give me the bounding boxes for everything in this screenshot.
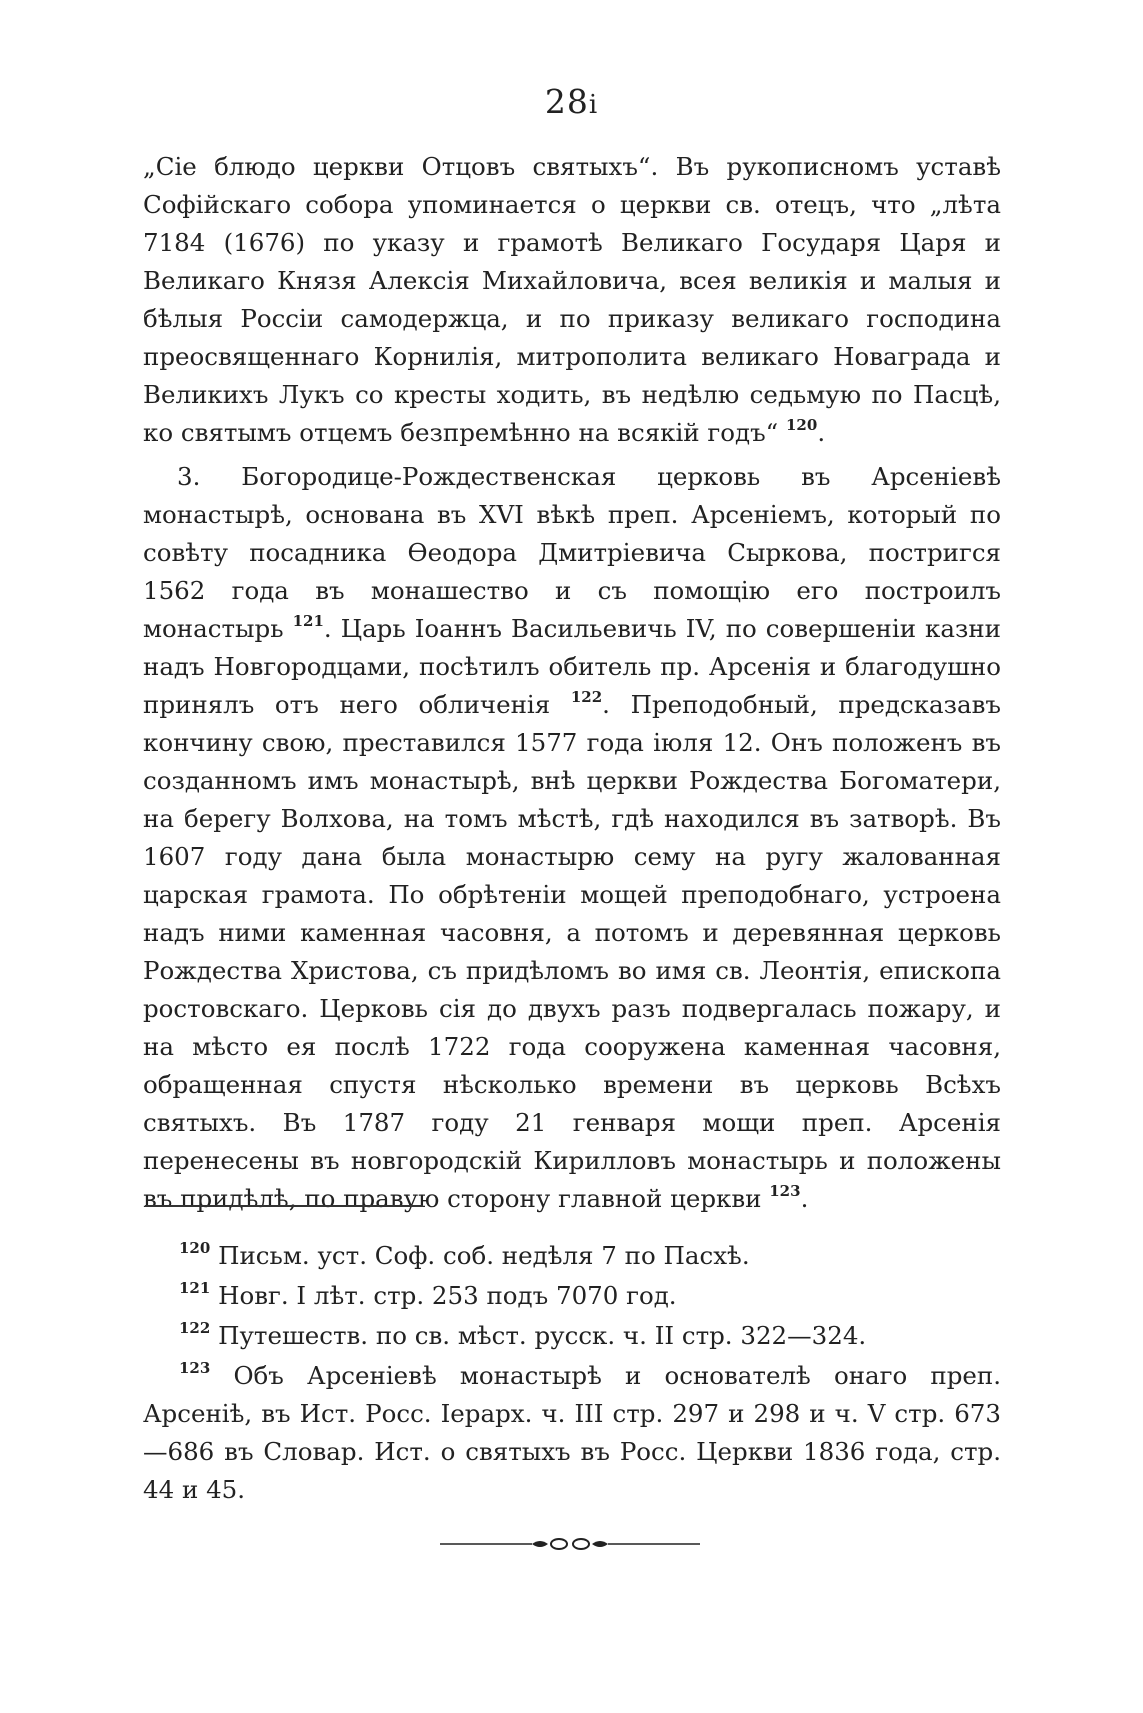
footnote-ref-123[interactable]: 123 xyxy=(769,1182,801,1200)
paragraph-2-text-a: 3. Богородице-Рождественская церковь въ Арсеніевѣ монастырѣ, основана въ XVI вѣкѣ преп. Арсеніемъ, который по совѣту посадника Ѳеодора Дмитріевича Сыркова, постригся 1562 года въ монашество и съ помощію его построилъ монастырь xyxy=(143,462,1001,643)
main-text xyxy=(143,148,1001,1218)
footnote-number: 123 xyxy=(179,1359,211,1377)
paragraph-1-text: „Сіе блюдо церкви Отцовъ святыхъ“. Въ рукописномъ уставѣ Софійскаго собора упоминается о церкви св. отецъ, что „лѣта 7184 (1676) по указу и грамотѣ Великаго Государя Царя и Великаго Князя Алексія Михайловича, всея великія и малыя и бѣлыя Россіи самодержца, и по приказу великаго господина преосвященнаго Корнилія, митрополита великаго Новаграда и Великихъ Лукъ со кресты ходить, въ недѣлю седьмую по Пасцѣ, ко святымъ отцемъ безпремѣнно на всякій годъ“ xyxy=(143,152,1001,447)
footnote-123 xyxy=(143,1357,1001,1509)
footnote-separator xyxy=(145,1205,423,1207)
paragraph-2-text-c: . Преподобный, предсказавъ кончину свою, преставился 1577 года іюля 12. Онъ положенъ въ созданномъ имъ монастырѣ, внѣ церкви Рождества Богоматери, на берегу Волхова, на томъ мѣстѣ, гдѣ находился въ затворѣ. Въ 1607 году дана была монастырю сему на ругу жалованная царская грамота. По обрѣтеніи мощей преподобнаго, устроена надъ ними каменная часовня, а потомъ и деревянная церковь Рождества Христова, съ придѣломъ во имя св. Леонтія, епископа ростовскаго. Церковь сія до двухъ разъ подвергалась пожару, и на мѣсто ея послѣ 1722 года сооружена каменная часовня, обращенная спустя нѣсколько времени въ церковь Всѣхъ святыхъ. Въ 1787 году 21 генваря мощи преп. Арсенія перенесены въ новгородскій Кирилловъ монастырь и положены въ придѣлѣ, по правую сторону главной церкви xyxy=(143,690,1001,1213)
tailpiece-ornament xyxy=(440,1534,700,1554)
footnote-122 xyxy=(143,1317,1001,1355)
footnote-text: Путешеств. по св. мѣст. русск. ч. II стр. 322—324. xyxy=(218,1321,867,1350)
paragraph-2 xyxy=(143,458,1001,1218)
footnote-text: Новг. I лѣт. стр. 253 подъ 7070 год. xyxy=(218,1281,677,1310)
paragraph-2-text-b: . Царь Іоаннъ Васильевичь IV, по совершеніи казни надъ Новгородцами, посѣтилъ обитель пр. Арсенія и благодушно принялъ отъ него обличенія xyxy=(143,614,1002,719)
footnote-ref-120[interactable]: 120 xyxy=(786,416,818,434)
page-number-digits: 28 xyxy=(544,82,589,121)
footnote-text: Объ Арсеніевѣ монастырѣ и основателѣ онаго преп. Арсеніѣ, въ Ист. Росс. Іерарх. ч. III стр. 297 и 298 и ч. V стр. 673—686 въ Словар. Ист. о святыхъ въ Росс. Церкви 1836 года, стр. 44 и 45. xyxy=(143,1361,1002,1504)
footnote-number: 120 xyxy=(179,1239,211,1257)
paragraph-2-text-d: . xyxy=(800,1184,809,1213)
footnote-number: 121 xyxy=(179,1279,211,1297)
footnote-ref-121[interactable]: 121 xyxy=(292,612,324,630)
page-number xyxy=(0,82,1143,121)
footnote-121 xyxy=(143,1277,1001,1315)
footnote-text: Письм. уст. Соф. соб. недѣля 7 по Пасхѣ. xyxy=(218,1241,750,1270)
footnote-120 xyxy=(143,1237,1001,1275)
footnote-ref-122[interactable]: 122 xyxy=(570,688,603,706)
paragraph-1 xyxy=(143,148,1001,452)
footnote-number: 122 xyxy=(179,1319,211,1337)
page-number-mark: ⅰ xyxy=(588,90,599,120)
footnotes xyxy=(143,1237,1001,1511)
paragraph-1-end: . xyxy=(817,418,826,447)
